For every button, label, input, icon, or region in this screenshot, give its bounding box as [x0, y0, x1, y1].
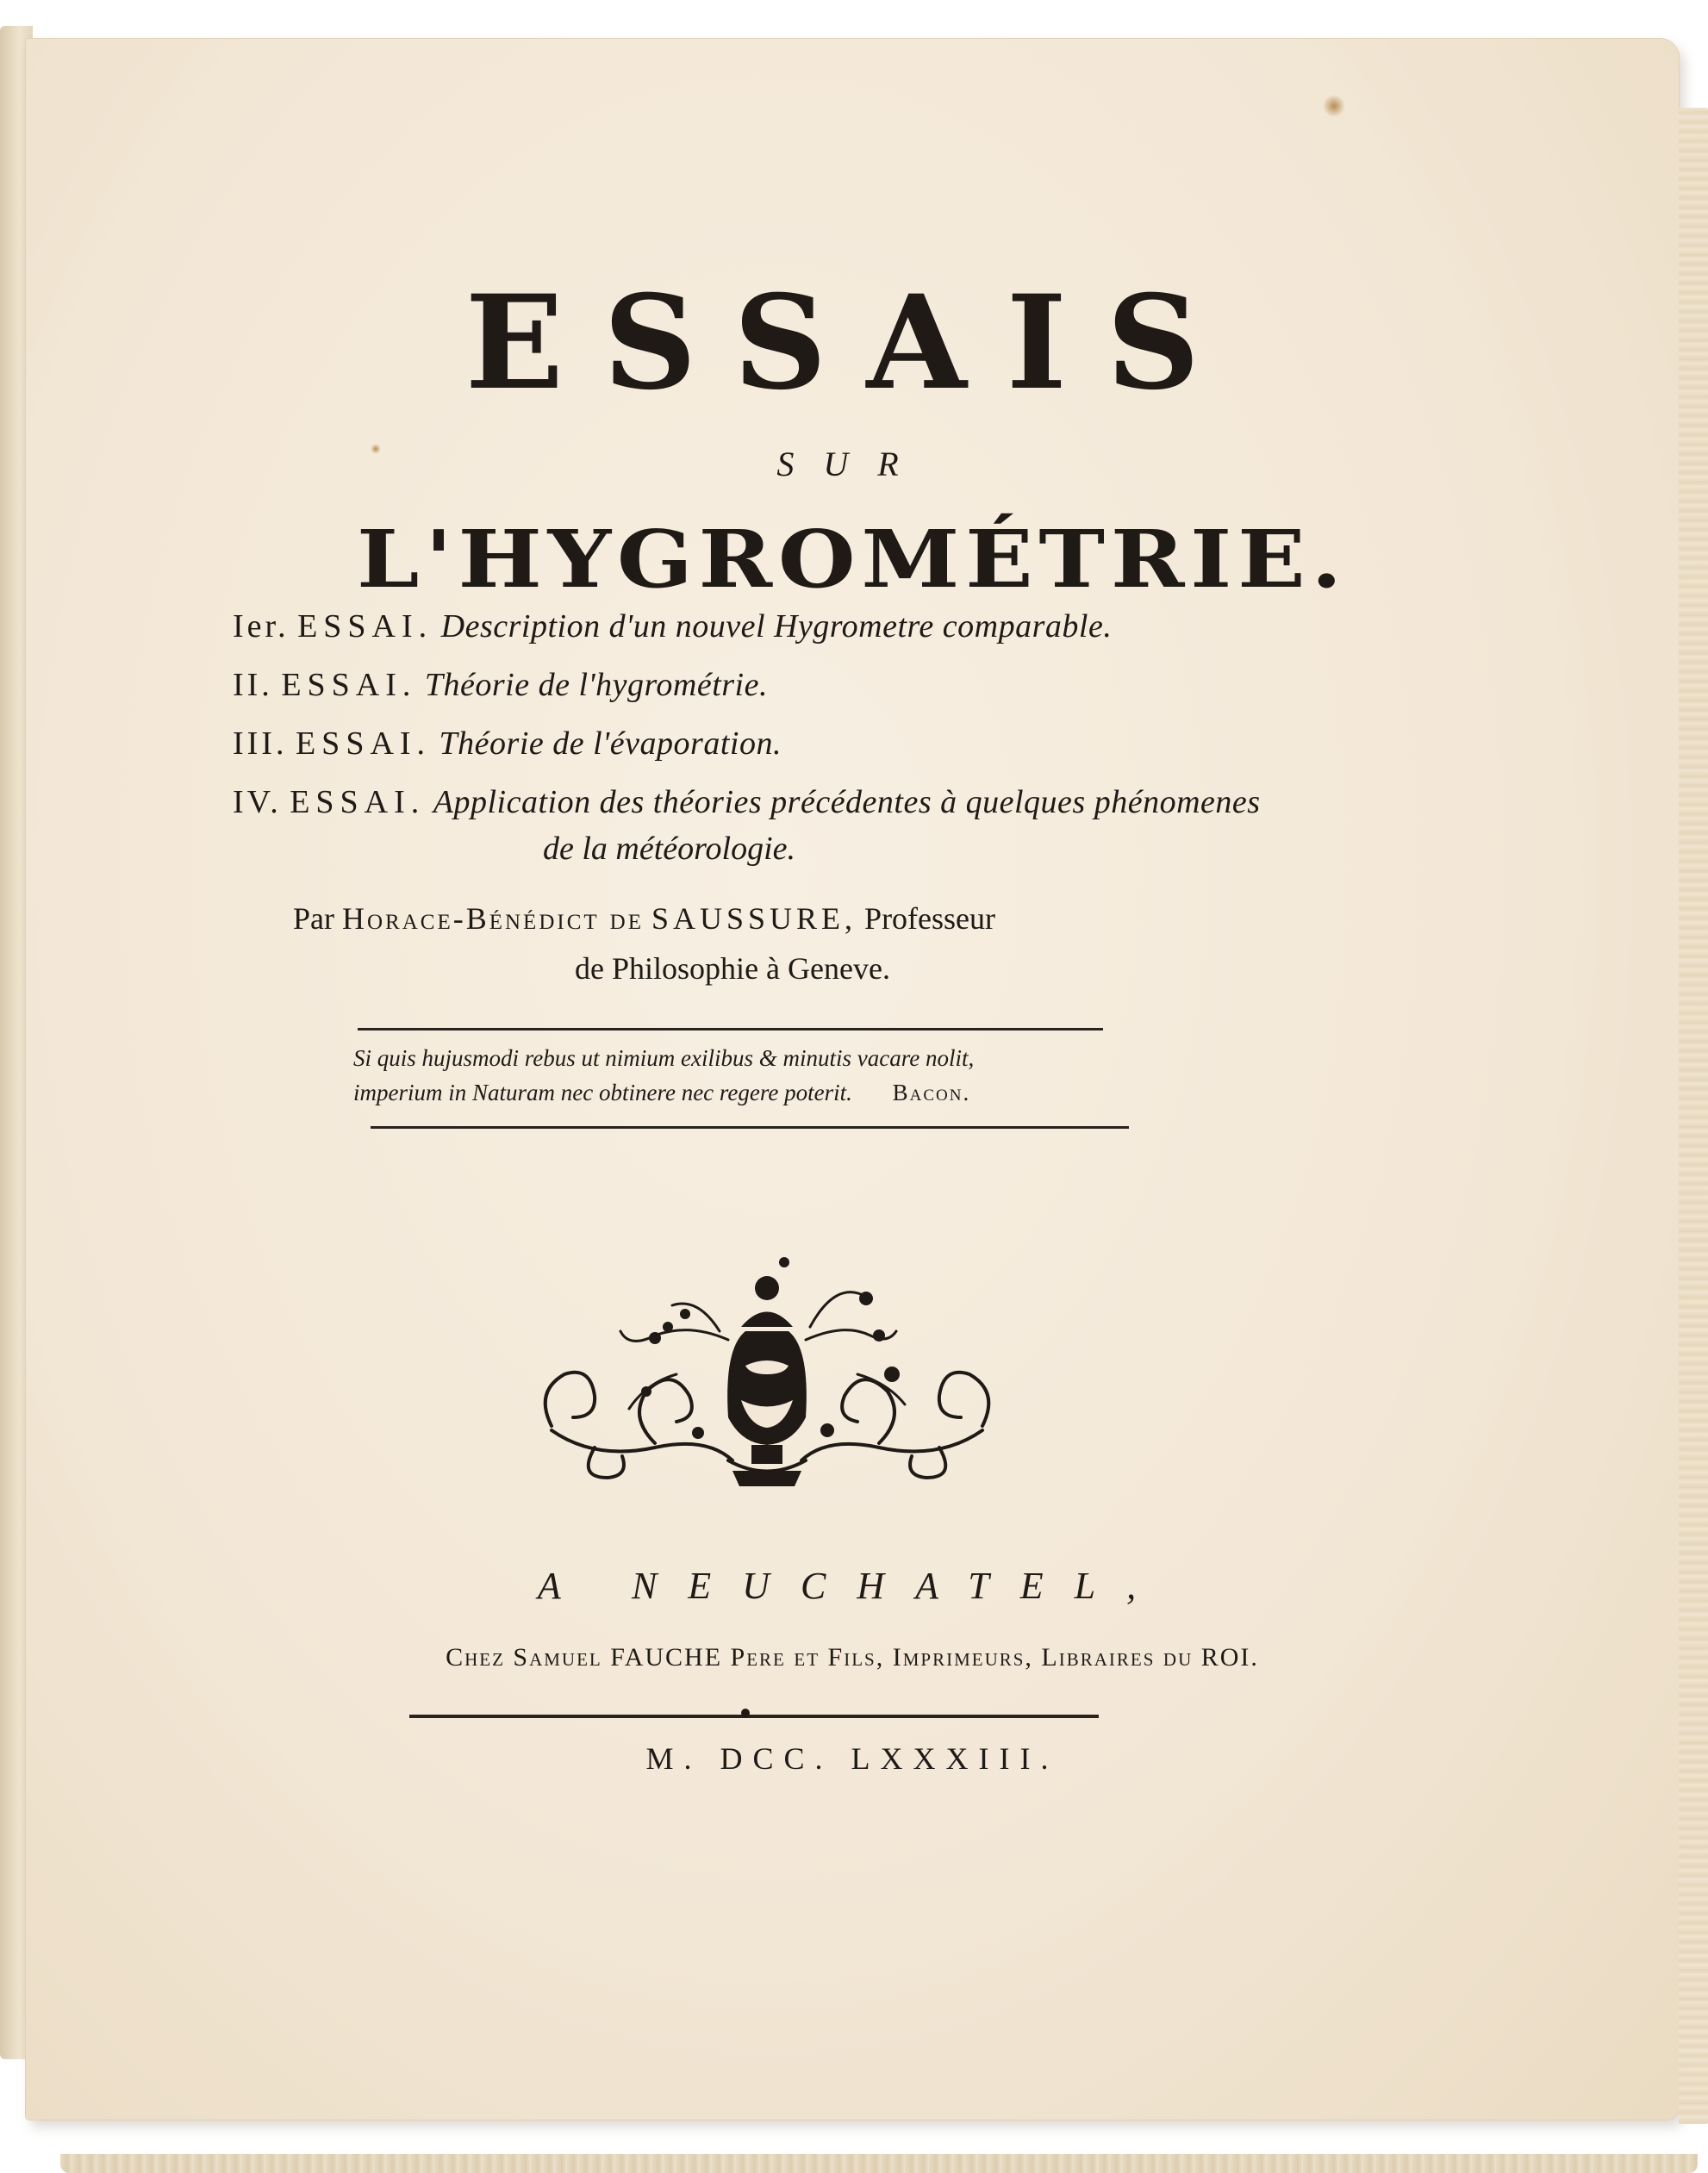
essai-number: II. — [233, 667, 273, 703]
title-page — [26, 39, 1679, 2120]
essai-description: Théorie de l'hygrométrie. — [424, 667, 768, 703]
essai-description: Description d'un nouvel Hygrometre comparable. — [440, 608, 1113, 644]
epigraph-text: imperium in Naturam nec obtinere nec regere poterit. — [353, 1080, 852, 1105]
title-connector: SUR — [776, 445, 928, 483]
essai-entry-3 — [233, 725, 782, 763]
ornamental-rule — [409, 1715, 1099, 1718]
epigraph-line-2 — [353, 1080, 970, 1106]
author-affiliation: de Philosophie à Geneve. — [575, 951, 890, 986]
essai-description: Théorie de l'évaporation. — [439, 725, 782, 762]
essai-entry-4 — [233, 783, 1261, 821]
author-title: Professeur — [864, 901, 996, 936]
foxing-spot — [1323, 95, 1345, 117]
title-main: ESSAIS — [464, 267, 1240, 419]
essai-entry-2 — [233, 666, 768, 704]
ornamental-vignette-urn — [526, 1245, 1008, 1504]
epigraph-attribution: Bacon. — [892, 1080, 971, 1105]
essai-number: IV. — [233, 784, 282, 820]
essai-entry-1 — [233, 607, 1112, 645]
essai-label: ESSAI. — [297, 608, 433, 644]
epigraph-line-1: Si quis hujusmodi rebus ut nimium exilibus & minutis vacare nolit, — [353, 1045, 975, 1071]
epigraph-top-rule — [358, 1028, 1103, 1030]
author-surname: SAUSSURE, — [651, 901, 857, 936]
essai-label: ESSAI. — [295, 725, 432, 762]
imprint-publisher: Chez Samuel FAUCHE Pere et Fils, Imprimeurs, Libraires du ROI. — [446, 1643, 1259, 1672]
title-subject: L'HYGROMÉTRIE. — [357, 513, 1348, 606]
essai-label: ESSAI. — [281, 667, 417, 703]
essai-number: III. — [233, 725, 288, 762]
essai-description: Application des théories précédentes à quelques phénomenes — [433, 784, 1261, 820]
author-prefix: Par — [293, 901, 334, 936]
page-fore-edge — [1679, 108, 1708, 2124]
essai-number: Ier. — [233, 608, 290, 644]
page-bottom-edge — [60, 2154, 1698, 2173]
essai-label: ESSAI. — [290, 784, 426, 820]
author-name: Horace-Bénédict de — [342, 901, 644, 936]
essai-description-continuation: de la météorologie. — [543, 831, 796, 867]
imprint-date: M. DCC. LXXXIII. — [645, 1741, 1059, 1776]
rule-ornament — [741, 1709, 750, 1717]
epigraph-bottom-rule — [371, 1126, 1129, 1129]
imprint-place: A NEUCHATEL, — [537, 1565, 1168, 1607]
author-line — [293, 900, 995, 937]
